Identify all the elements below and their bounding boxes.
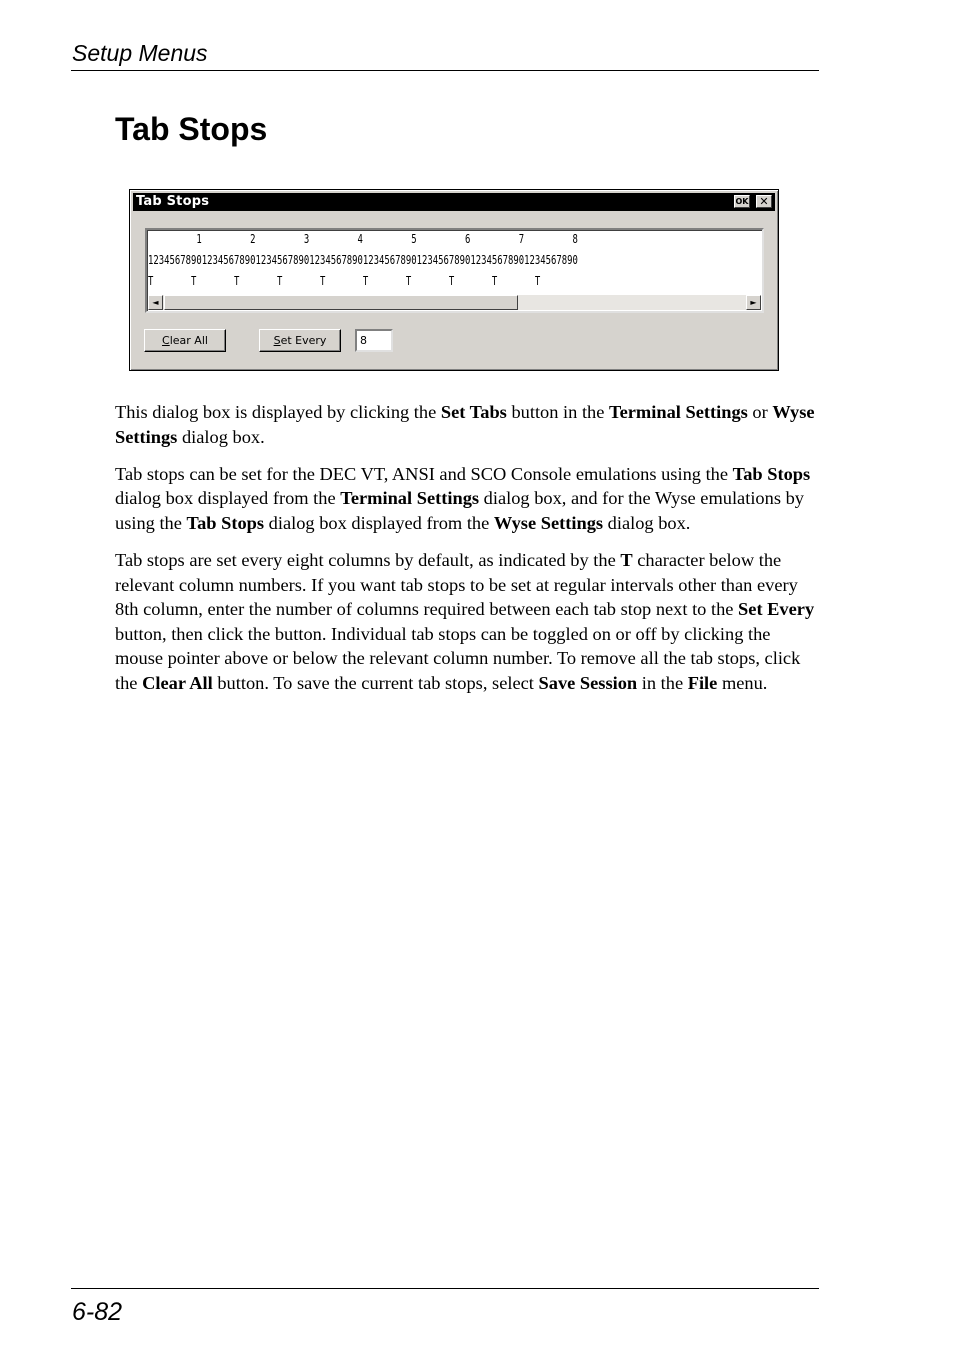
column-tens-row[interactable]: 1 2 3 4 5 6 7 8 [148, 232, 578, 247]
footer-rule [71, 1288, 819, 1289]
text-run: dialog box, and for the Wyse emulations by using the [115, 488, 804, 533]
text-run: menu. [717, 672, 768, 693]
bold-term: Wyse Settings [115, 402, 815, 447]
horizontal-scrollbar[interactable] [148, 295, 761, 310]
dialog-titlebar[interactable] [133, 193, 775, 211]
paragraph [115, 548, 817, 696]
scroll-thumb[interactable] [164, 295, 518, 310]
text-run: dialog box. [603, 512, 691, 533]
bold-term: Set Tabs [440, 402, 507, 422]
text-run: dialog box. [177, 426, 265, 447]
bold-term: Tab Stops [732, 463, 811, 484]
text-run: dialog box displayed from the [115, 488, 341, 509]
bold-term: Set Every [738, 599, 815, 620]
page-number: 6-82 [72, 1298, 123, 1326]
bold-term: Save Session [538, 672, 638, 693]
text-run: button, then click the button. Individual tab stops can be toggled on or off by clicking the mouse pointer above or below the relevant column number. To remove all the tab stops, click the [115, 623, 801, 693]
bold-term: Terminal Settings [609, 402, 748, 422]
body-text [115, 400, 817, 708]
bold-term: File [687, 672, 718, 693]
text-run: or [747, 402, 773, 422]
text-run: button. To save the current tab stops, select [212, 672, 539, 693]
text-run: Tab stops can be set for the DEC VT, ANSI and SCO Console emulations using the [115, 463, 733, 484]
text-run: button in the [506, 402, 610, 422]
bold-term: T [620, 549, 633, 570]
scroll-left-arrow-icon[interactable]: ◄ [148, 295, 163, 310]
clear-all-label: lear All [169, 334, 208, 347]
text-run: in the [637, 672, 688, 693]
set-every-accelerator: S [273, 334, 281, 347]
column-digits-row: 12345678901234567890123456789012345678901234567890123456789012345678901234567890 [148, 253, 578, 268]
text-run: Tab stops are set every eight columns by default, as indicated by the [115, 549, 621, 570]
tab-stops-dialog [129, 189, 779, 371]
bold-term: Terminal Settings [340, 488, 480, 509]
close-icon[interactable]: ✕ [756, 195, 772, 208]
clear-all-button[interactable] [144, 329, 226, 352]
scroll-right-arrow-icon[interactable]: ► [746, 295, 761, 310]
header-rule [71, 70, 819, 71]
clear-all-accelerator: C [162, 334, 170, 347]
set-every-label: et Every [280, 334, 327, 347]
text-run: This dialog box is displayed by clicking the [115, 402, 441, 422]
running-header: Setup Menus [72, 40, 208, 66]
set-every-button[interactable] [259, 329, 341, 352]
text-run: character below the relevant column numbers. If you want tab stops to be set at regular intervals other than every 8th column, enter the number of columns required between each tab stop next to the [115, 549, 798, 620]
page-title: Tab Stops [115, 111, 268, 147]
bold-term: Clear All [142, 672, 213, 693]
ok-button[interactable]: OK [735, 197, 749, 206]
tab-stop-markers-row[interactable]: T T T T T T T T T T [148, 274, 541, 289]
paragraph [115, 400, 817, 449]
paragraph [115, 462, 817, 536]
tab-ruler[interactable] [145, 228, 764, 313]
interval-input[interactable] [355, 329, 393, 352]
dialog-title: Tab Stops [136, 194, 210, 209]
bold-term: Tab Stops [186, 512, 265, 533]
bold-term: Wyse Settings [493, 512, 604, 533]
text-run: dialog box displayed from the [264, 512, 494, 533]
